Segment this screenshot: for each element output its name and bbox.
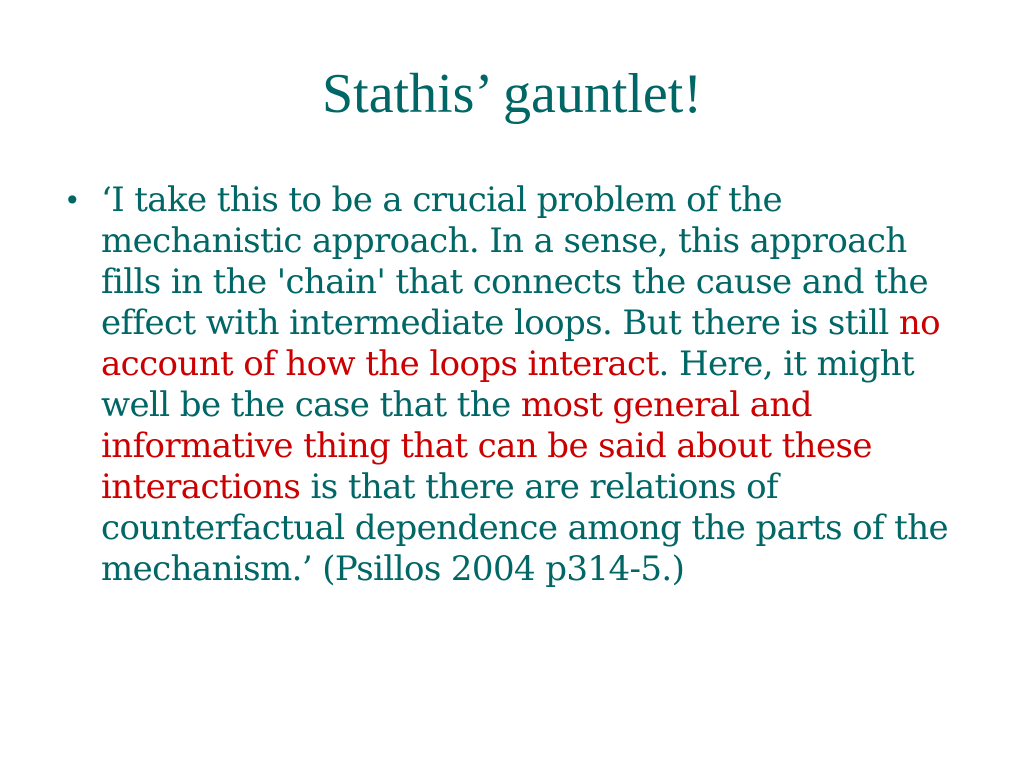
bullet-list bbox=[60, 180, 960, 590]
quote-highlight-1: no account of how the loops interact bbox=[101, 303, 941, 384]
quote-highlight-2: most general and informative thing that can be said about these interactions bbox=[101, 385, 872, 507]
bullet-icon: • bbox=[64, 184, 80, 217]
quote-text-part1: ‘I take this to be a crucial problem of the mechanistic approach. In a sense, this approach fills in the 'chain' that connects the cause and the effect with intermediate loops. But there is still bbox=[101, 180, 929, 343]
quote-text-part3: is that there are relations of counterfactual dependence among the parts of the mechanism.’ (Psillos 2004 p314-5.) bbox=[101, 467, 949, 589]
quote-text-part2: . Here, it might well be the case that the bbox=[101, 344, 915, 425]
quote-bullet bbox=[60, 180, 960, 590]
slide-title: Stathis’ gauntlet! bbox=[322, 63, 702, 125]
